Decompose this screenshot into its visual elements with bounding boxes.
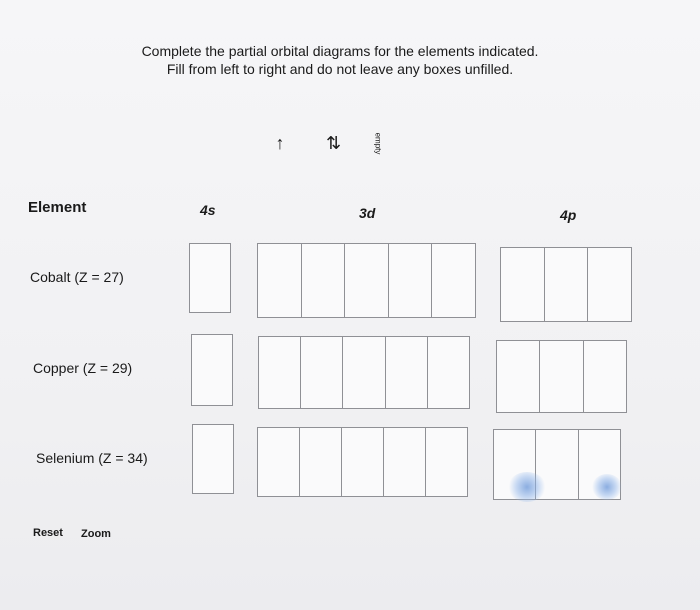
orbital-box-3d-copper[interactable] xyxy=(301,337,343,408)
orbital-group-3d-copper xyxy=(258,336,470,409)
orbital-box-3d-cobalt[interactable] xyxy=(302,244,346,317)
orbital-box-3d-copper[interactable] xyxy=(428,337,469,408)
orbital-box-4s-cobalt[interactable] xyxy=(189,243,231,313)
instructions-line-1: Complete the partial orbital diagrams for the elements indicated. xyxy=(141,43,539,59)
element-label-cobalt: Cobalt (Z = 27) xyxy=(30,269,124,285)
orbital-group-4p-cobalt xyxy=(500,247,632,322)
orbital-box-4p-copper[interactable] xyxy=(584,341,626,412)
orbital-box-3d-cobalt[interactable] xyxy=(432,244,475,317)
orbital-box-4s-copper[interactable] xyxy=(191,334,233,406)
screen-glare xyxy=(592,474,622,500)
empty-token[interactable] xyxy=(370,126,386,160)
orbital-box-3d-cobalt[interactable] xyxy=(389,244,433,317)
orbital-box-4p-copper[interactable] xyxy=(497,341,540,412)
orbital-box-3d-selenium[interactable] xyxy=(258,428,300,496)
orbital-box-4p-cobalt[interactable] xyxy=(588,248,631,321)
orbital-box-3d-copper[interactable] xyxy=(386,337,428,408)
column-header-3d: 3d xyxy=(359,205,376,221)
element-column-header: Element xyxy=(28,199,87,216)
orbital-group-3d-selenium xyxy=(257,427,468,497)
element-label-selenium: Selenium (Z = 34) xyxy=(36,450,148,466)
orbital-group-3d-cobalt xyxy=(257,243,476,318)
paired-arrows-token[interactable]: ⇅ xyxy=(325,132,339,153)
orbital-box-4p-cobalt[interactable] xyxy=(501,248,545,321)
orbital-box-3d-selenium[interactable] xyxy=(342,428,384,496)
orbital-box-4p-cobalt[interactable] xyxy=(545,248,589,321)
reset-button[interactable]: Reset xyxy=(33,527,63,539)
column-header-4p: 4p xyxy=(560,207,577,223)
single-arrow-token[interactable]: ↑ xyxy=(275,132,285,153)
orbital-group-4p-copper xyxy=(496,340,627,413)
orbital-box-3d-copper[interactable] xyxy=(259,337,301,408)
zoom-button[interactable]: Zoom xyxy=(81,528,111,540)
arrow-palette xyxy=(270,126,400,160)
instructions xyxy=(120,42,560,78)
orbital-box-3d-selenium[interactable] xyxy=(384,428,426,496)
orbital-box-3d-cobalt[interactable] xyxy=(345,244,389,317)
empty-token-label: empty xyxy=(373,132,383,154)
orbital-box-3d-copper[interactable] xyxy=(343,337,385,408)
orbital-box-3d-cobalt[interactable] xyxy=(258,244,302,317)
screen-glare xyxy=(508,472,546,502)
element-label-copper: Copper (Z = 29) xyxy=(33,360,133,376)
orbital-box-4s-selenium[interactable] xyxy=(192,424,234,494)
column-header-4s: 4s xyxy=(200,202,216,218)
orbital-box-4p-copper[interactable] xyxy=(540,341,583,412)
orbital-box-3d-selenium[interactable] xyxy=(426,428,467,496)
orbital-box-3d-selenium[interactable] xyxy=(300,428,342,496)
instructions-line-2: Fill from left to right and do not leave any boxes unfilled. xyxy=(166,61,514,77)
